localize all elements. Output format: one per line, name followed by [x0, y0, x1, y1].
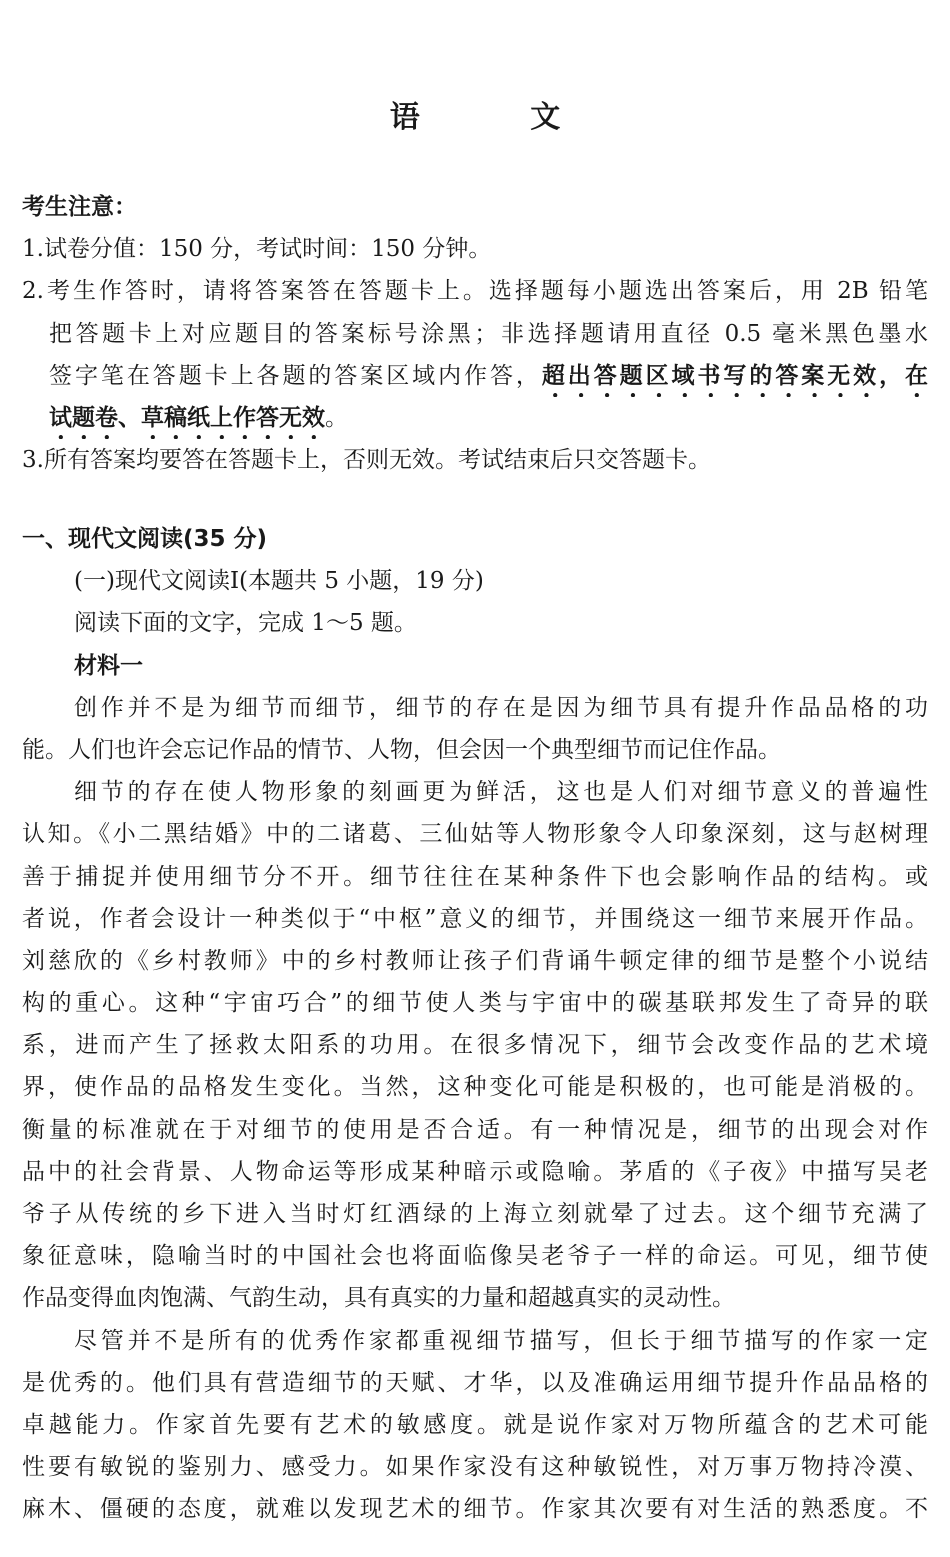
passage-line: 善于捕捉并使用细节分不开。细节往往在某种条件下也会影响作品的结构。或: [22, 863, 928, 890]
passage-line: 品中的社会背景、人物命运等形成某种暗示或隐喻。茅盾的《子夜》中描写吴老: [22, 1158, 928, 1185]
exam-notice: [22, 186, 928, 481]
passage-line: 作品变得血肉饱满、气韵生动，具有真实的力量和超越真实的灵动性。: [22, 1285, 735, 1312]
passage-line: 细节的存在使人物形象的刻画更为鲜活，这也是人们对细节意义的普遍性: [74, 779, 928, 806]
passage-line: 能。人们也许会忘记作品的情节、人物，但会因一个典型细节而记住作品。: [22, 736, 781, 763]
material-label: 材料一: [74, 652, 143, 679]
notice-item-3: 3.所有答案均要答在答题卡上，否则无效。考试结束后只交答题卡。: [22, 447, 711, 474]
passage-line: 构的重心。这种“宇宙巧合”的细节使人类与宇宙中的碳基联邦发生了奇异的联: [22, 990, 928, 1017]
passage-line: 创作并不是为细节而细节，细节的存在是因为细节具有提升作品品格的功: [74, 694, 928, 721]
notice-period: 。: [325, 404, 348, 431]
notice-plain-text: 签字笔在答题卡上各题的答案区域内作答，: [49, 362, 542, 389]
passage-line: 性要有敏锐的鉴别力、感受力。如果作家没有这种敏锐性，对万事万物持冷漠、: [22, 1454, 928, 1481]
reading-instruction: 阅读下面的文字，完成 1～5 题。: [74, 610, 417, 637]
reading-section: [22, 518, 928, 1531]
passage-line: 象征意味，隐喻当时的中国社会也将面临像吴老爷子一样的命运。可见，细节使: [22, 1243, 928, 1270]
subsection-heading: (一)现代文阅读Ⅰ(本题共 5 小题，19 分): [74, 568, 484, 595]
passage-line: 尽管并不是所有的优秀作家都重视细节描写，但长于细节描写的作家一定: [74, 1327, 928, 1354]
passage-line: 系，进而产生了拯救太阳系的功用。在很多情况下，细节会改变作品的艺术境: [22, 1032, 928, 1059]
passage-line: 认知。《小二黑结婚》中的二诸葛、三仙姑等人物形象令人印象深刻，这与赵树理: [22, 821, 928, 848]
notice-item-2-line-4: [22, 397, 928, 439]
passage-line: 卓越能力。作家首先要有艺术的敏感度。就是说作家对万物所蕴含的艺术可能: [22, 1411, 928, 1438]
notice-emphasis-text-2: 试题卷、草稿纸上作答无效: [49, 404, 325, 431]
passage-line: 是优秀的。他们具有营造细节的天赋、才华，以及准确运用细节提升作品品格的: [22, 1369, 928, 1396]
section-heading: 一、现代文阅读(35 分): [22, 526, 268, 552]
notice-item-2-line-2: 把答题卡上对应题目的答案标号涂黑；非选择题请用直径 0.5 毫米黑色墨水: [49, 320, 928, 347]
passage-line: 者说，作者会设计一种类似于“中枢”意义的细节，并围绕这一细节来展开作品。: [22, 905, 928, 932]
passage-line: 麻木、僵硬的态度，就难以发现艺术的细节。作家其次要有对生活的熟悉度。不: [22, 1496, 928, 1523]
passage-line: 刘慈欣的《乡村教师》中的乡村教师让孩子们背诵牛顿定律的细节是整个小说结: [22, 947, 928, 974]
notice-item-2-line-3: [22, 355, 928, 397]
notice-item-2-line-1: 2.考生作答时，请将答案答在答题卡上。选择题每小题选出答案后，用 2B 铅笔: [22, 278, 928, 305]
passage-line: 爷子从传统的乡下进入当时灯红酒绿的上海立刻就晕了过去。这个细节充满了: [22, 1201, 928, 1227]
notice-heading: 考生注意：: [22, 194, 137, 220]
passage-line: 界，使作品的品格发生变化。当然，这种变化可能是积极的，也可能是消极的。: [22, 1074, 928, 1101]
page-title: 语 文: [389, 100, 611, 135]
passage-line: 衡量的标准就在于对细节的使用是否合适。有一种情况是，细节的出现会对作: [22, 1116, 928, 1143]
notice-emphasis-text: 超出答题区域书写的答案无效，在: [541, 362, 928, 389]
notice-item-1: 1.试卷分值：150 分，考试时间：150 分钟。: [22, 236, 492, 263]
